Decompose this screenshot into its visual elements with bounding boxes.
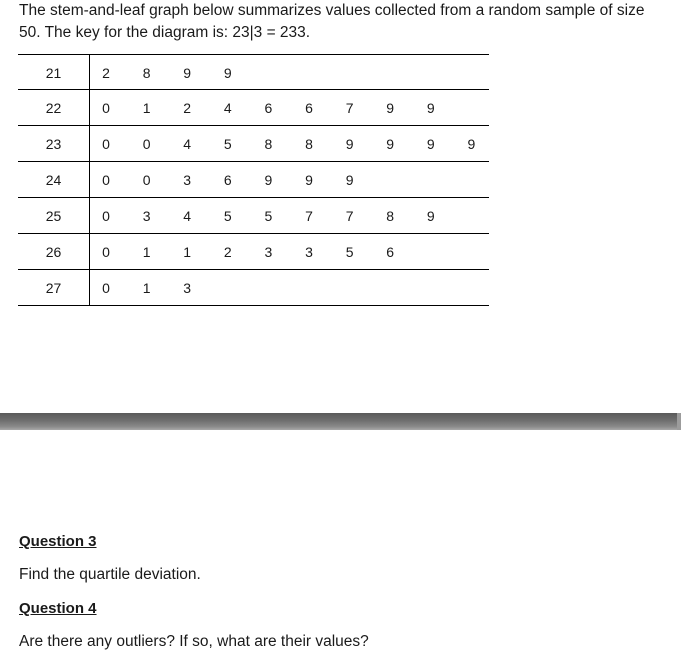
leaf-value: 3 bbox=[305, 244, 313, 260]
leaf-value: 0 bbox=[142, 136, 151, 152]
question-3-heading: Question 3 bbox=[19, 533, 97, 550]
question-3-text: Find the quartile deviation. bbox=[19, 566, 201, 583]
leaf-value: 9 bbox=[345, 136, 354, 152]
leaf-value: 0 bbox=[102, 208, 110, 224]
leaf-value: 5 bbox=[264, 208, 273, 224]
stem-value: 22 bbox=[18, 90, 90, 125]
stem-row bbox=[18, 126, 489, 162]
leaf-value: 7 bbox=[305, 208, 313, 224]
leaf-value: 6 bbox=[386, 244, 395, 260]
leaf-value: 9 bbox=[223, 65, 232, 81]
leaf-value: 9 bbox=[467, 136, 476, 152]
leaf-value: 3 bbox=[183, 280, 192, 296]
stem-row bbox=[18, 90, 489, 126]
leaf-value: 9 bbox=[345, 172, 354, 188]
leaf-value: 8 bbox=[305, 136, 313, 152]
leaf-value: 7 bbox=[345, 208, 354, 224]
leaf-value: 0 bbox=[102, 280, 110, 296]
stem-row bbox=[18, 162, 489, 198]
leaf-value: 2 bbox=[223, 244, 232, 260]
leaf-value: 3 bbox=[183, 172, 192, 188]
leaf-value: 2 bbox=[102, 65, 110, 81]
question-4-text: Are there any outliers? If so, what are their values? bbox=[19, 633, 369, 650]
question-4-heading: Question 4 bbox=[19, 600, 97, 617]
leaf-value: 0 bbox=[102, 244, 110, 260]
leaf-value: 8 bbox=[264, 136, 273, 152]
leaf-value: 0 bbox=[102, 172, 110, 188]
leaf-value: 2 bbox=[183, 100, 192, 116]
leaf-value: 1 bbox=[183, 244, 192, 260]
intro-line-2: 50. The key for the diagram is: 23|3 = 233. bbox=[19, 24, 311, 41]
leaf-value: 1 bbox=[142, 244, 151, 260]
stem-row bbox=[18, 198, 489, 234]
leaf-value: 5 bbox=[223, 136, 232, 152]
stem-row bbox=[18, 234, 489, 270]
intro-line-1: The stem-and-leaf graph below summarizes values collected from a random sample of size bbox=[19, 2, 645, 19]
leaf-value: 1 bbox=[142, 280, 151, 296]
leaf-value: 4 bbox=[223, 100, 232, 116]
leaf-value: 9 bbox=[426, 100, 435, 116]
stem-and-leaf-table bbox=[18, 54, 489, 306]
stem-value: 27 bbox=[18, 270, 90, 305]
leaf-value: 9 bbox=[305, 172, 313, 188]
leaf-value: 6 bbox=[305, 100, 313, 116]
stem-value: 24 bbox=[18, 162, 90, 197]
stem-value: 25 bbox=[18, 198, 90, 233]
leaf-value: 0 bbox=[102, 100, 110, 116]
leaf-value: 0 bbox=[102, 136, 110, 152]
leaf-value: 9 bbox=[183, 65, 192, 81]
intro-paragraph bbox=[19, 0, 679, 44]
stem-row bbox=[18, 270, 489, 306]
stem-value: 26 bbox=[18, 234, 90, 269]
stem-value: 21 bbox=[18, 55, 90, 90]
leaf-value: 5 bbox=[345, 244, 354, 260]
leaf-value: 3 bbox=[142, 208, 151, 224]
stem-value: 23 bbox=[18, 126, 90, 161]
leaf-value: 8 bbox=[386, 208, 395, 224]
page-divider bbox=[0, 413, 681, 430]
leaf-value: 3 bbox=[264, 244, 273, 260]
leaf-value: 0 bbox=[142, 172, 151, 188]
page-divider-edge bbox=[677, 413, 681, 430]
leaf-value: 6 bbox=[223, 172, 232, 188]
leaf-value: 5 bbox=[223, 208, 232, 224]
leaf-value: 9 bbox=[426, 208, 435, 224]
leaf-value: 1 bbox=[142, 100, 151, 116]
stem-row bbox=[18, 54, 489, 90]
leaf-value: 4 bbox=[183, 136, 192, 152]
leaf-value: 9 bbox=[386, 100, 395, 116]
leaf-value: 7 bbox=[345, 100, 354, 116]
leaf-value: 4 bbox=[183, 208, 192, 224]
leaf-value: 9 bbox=[264, 172, 273, 188]
leaf-value: 9 bbox=[426, 136, 435, 152]
leaf-value: 8 bbox=[142, 65, 151, 81]
leaf-value: 9 bbox=[386, 136, 395, 152]
leaf-value: 6 bbox=[264, 100, 273, 116]
